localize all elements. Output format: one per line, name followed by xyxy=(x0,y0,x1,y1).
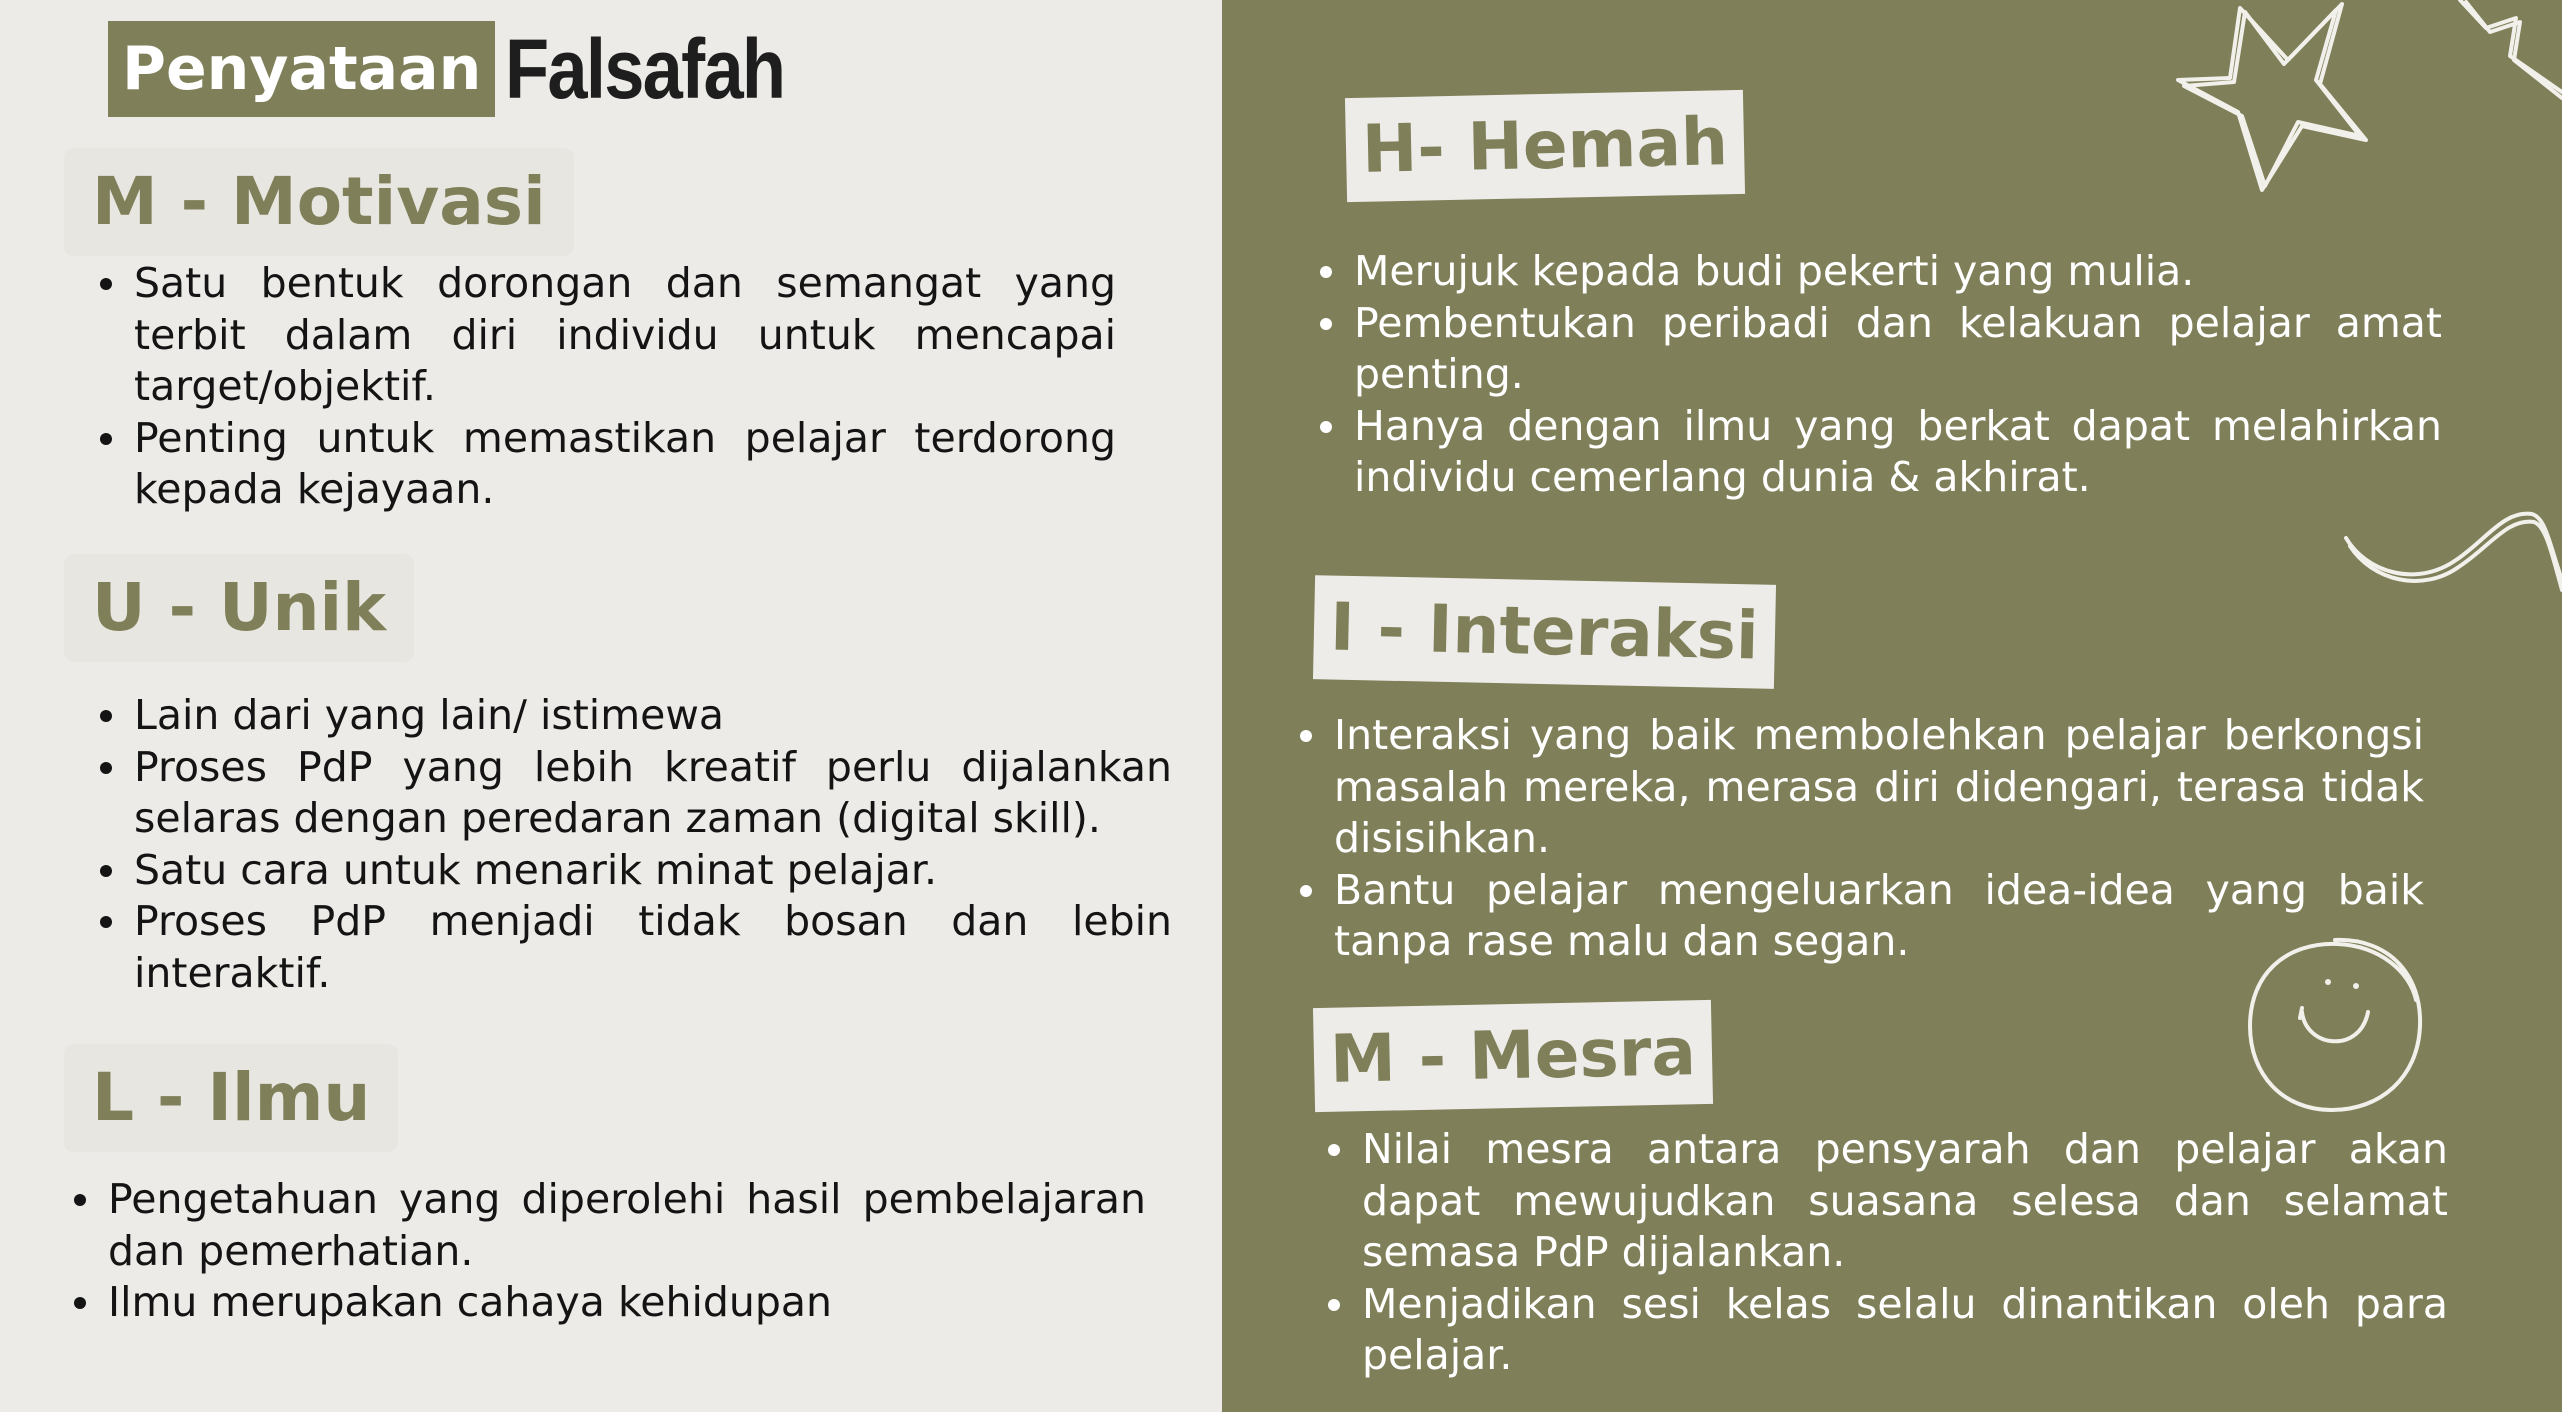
list-item: Lain dari yang lain/ istimewa xyxy=(96,690,1172,742)
list-item: Menjadikan sesi kelas selalu dinantikan oleh para pelajar. xyxy=(1324,1279,2448,1382)
title-rest: Falsafah xyxy=(505,22,785,116)
smiley-doodle-icon xyxy=(2240,930,2430,1120)
list-mesra xyxy=(1324,1124,2448,1382)
wave-doodle-icon xyxy=(2336,500,2562,600)
star-doodle-icon xyxy=(2170,0,2562,200)
list-ilmu xyxy=(70,1174,1146,1329)
list-item: Penting untuk memastikan pelajar terdorong kepada kejayaan. xyxy=(96,413,1116,516)
list-item: Hanya dengan ilmu yang berkat dapat melahirkan individu cemerlang dunia & akhirat. xyxy=(1316,401,2442,504)
list-item: Merujuk kepada budi pekerti yang mulia. xyxy=(1316,246,2442,298)
list-interaksi xyxy=(1296,710,2424,968)
list-item: Ilmu merupakan cahaya kehidupan xyxy=(70,1277,1146,1329)
list-item: Pengetahuan yang diperolehi hasil pembelajaran dan pemerhatian. xyxy=(70,1174,1146,1277)
heading-unik: U - Unik xyxy=(64,554,414,662)
heading-interaksi: I - Interaksi xyxy=(1313,575,1776,689)
page-title xyxy=(108,20,830,118)
list-item: Nilai mesra antara pensyarah dan pelajar akan dapat mewujudkan suasana selesa dan selamat semasa PdP dijalankan. xyxy=(1324,1124,2448,1279)
heading-ilmu: L - Ilmu xyxy=(64,1044,398,1152)
list-motivasi xyxy=(96,258,1116,516)
list-item: Proses PdP menjadi tidak bosan dan lebin interaktif. xyxy=(96,896,1172,999)
list-item: Proses PdP yang lebih kreatif perlu dijalankan selaras dengan peredaran zaman (digital skill). xyxy=(96,742,1172,845)
list-item: Satu bentuk dorongan dan semangat yang terbit dalam diri individu untuk mencapai target/objektif. xyxy=(96,258,1116,413)
list-item: Pembentukan peribadi dan kelakuan pelajar amat penting. xyxy=(1316,298,2442,401)
heading-motivasi: M - Motivasi xyxy=(64,148,574,256)
list-hemah xyxy=(1316,246,2442,504)
list-item: Satu cara untuk menarik minat pelajar. xyxy=(96,845,1172,897)
heading-hemah: H- Hemah xyxy=(1345,90,1745,202)
list-item: Interaksi yang baik membolehkan pelajar berkongsi masalah mereka, merasa diri didengari, terasa tidak disisihkan. xyxy=(1296,710,2424,865)
list-item: Bantu pelajar mengeluarkan idea-idea yang baik tanpa rase malu dan segan. xyxy=(1296,865,2424,968)
heading-mesra: M - Mesra xyxy=(1313,1000,1713,1112)
title-highlight: Penyataan xyxy=(108,21,495,117)
list-unik xyxy=(96,690,1172,999)
